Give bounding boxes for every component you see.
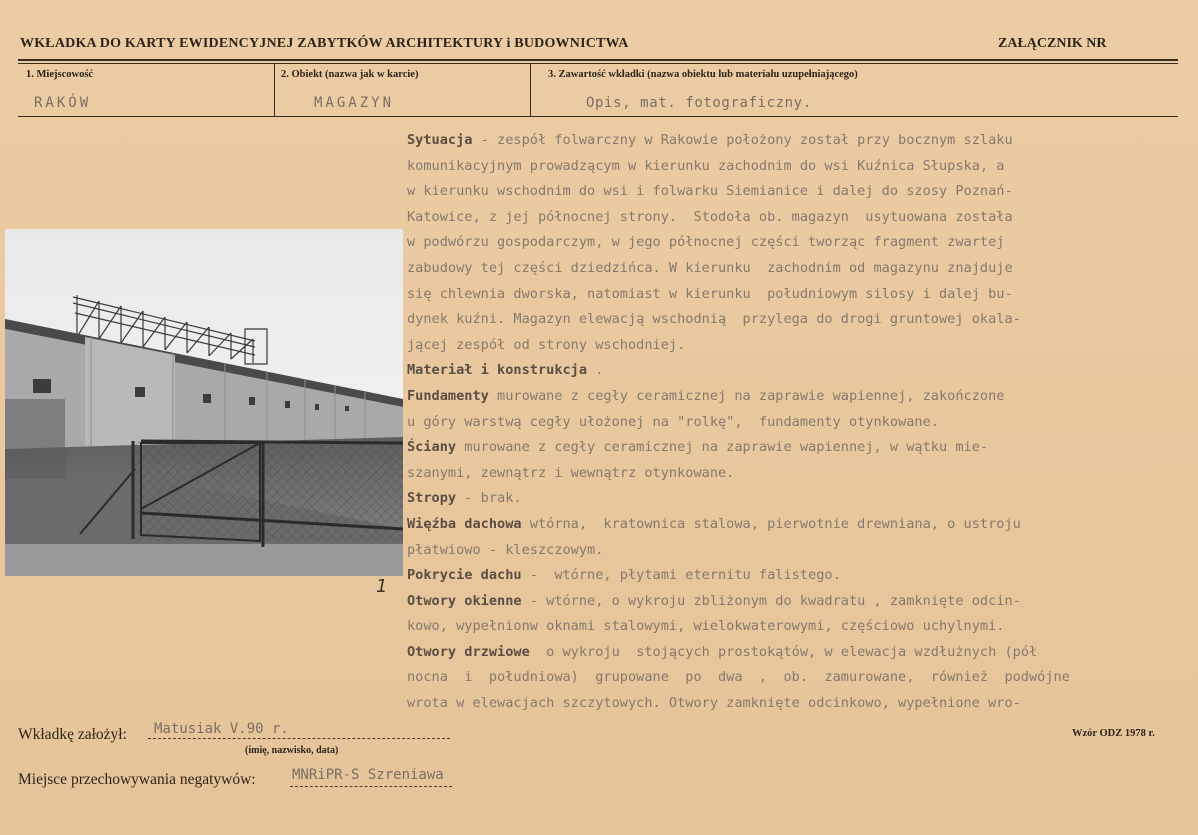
- field-label-object: 2. Obiekt (nazwa jak w karcie): [281, 69, 419, 80]
- description-line-text: .: [587, 362, 604, 379]
- description-line-text: - wtórne, płytami eternitu falistego.: [521, 567, 841, 584]
- field-label-contents: 3. Zawartość wkładki (nazwa obiektu lub materiału uzupełniającego): [548, 69, 858, 80]
- field-label-locality: 1. Miejscowość: [26, 69, 94, 80]
- description-line: [407, 154, 1179, 180]
- description-line-text: nocna i południowa) grupowane po dwa , ob. zamurowane, również podwójne: [407, 669, 1070, 686]
- description-line-text: jącej zespół od strony wschodniej.: [407, 336, 686, 353]
- field-value-contents: Opis, mat. fotograficzny.: [586, 95, 812, 111]
- fields-rule: [18, 116, 1178, 117]
- field-value-object: MAGAZYN: [314, 95, 395, 111]
- description-line: [407, 307, 1179, 333]
- author-value: Matusiak V.90 r.: [154, 721, 289, 737]
- warehouse-photograph: [5, 229, 403, 576]
- description-line-text: w kierunku wschodnim do wsi i folwarku Siemianice i dalej do szosy Poznań-: [407, 183, 1013, 200]
- description-line-text: - brak.: [456, 490, 522, 507]
- description-line: [407, 461, 1179, 487]
- section-heading: Pokrycie dachu: [407, 567, 522, 584]
- section-heading: Ściany: [407, 439, 457, 456]
- author-line: [148, 738, 450, 739]
- section-heading: Fundamenty: [407, 387, 489, 404]
- description-line-text: murowane z cegły ceramicznej na zaprawie wapiennej, w wątku mie-: [456, 439, 989, 456]
- form-code: Wzór ODZ 1978 r.: [1072, 728, 1155, 739]
- description-line: [407, 512, 1179, 538]
- description-line: [407, 589, 1179, 615]
- storage-line: [290, 786, 452, 787]
- description-line-text: wrota w elewacjach szczytowych. Otwory zamknięte odcinkowo, wypełnione wro-: [407, 695, 1021, 712]
- description-line: [407, 128, 1179, 154]
- description-line-text: - wtórne, o wykroju zbliżonym do kwadratu , zamknięte odcin-: [521, 592, 1021, 609]
- section-heading: Otwory drzwiowe: [407, 643, 530, 660]
- form-title: WKŁADKA DO KARTY EWIDENCYJNEJ ZABYTKÓW ARCHITEKTURY i BUDOWNICTWA: [20, 36, 629, 51]
- description-line-text: - zespół folwarczny w Rakowie położony został przy bocznym szlaku: [472, 132, 1013, 148]
- section-heading: Stropy: [407, 490, 457, 507]
- field-value-locality: RAKÓW: [34, 95, 92, 111]
- description-line: [407, 282, 1179, 308]
- description-line-text: u góry warstwą cegły ułożonej na "rolkę", fundamenty otynkowane.: [407, 413, 939, 430]
- description-line-text: szanymi, zewnątrz i wewnątrz otynkowane.: [407, 464, 735, 481]
- description-line-text: dynek kuźni. Magazyn elewacją wschodnią przylega do drogi gruntowej okala-: [407, 311, 1021, 328]
- description-line: [407, 410, 1179, 436]
- description-line: [407, 256, 1179, 282]
- section-heading: Otwory okienne: [407, 592, 522, 609]
- description-line-text: w podwórzu gospodarczym, w jego północnej części tworząc fragment zwartej: [407, 234, 1005, 251]
- description-line-text: murowane z cegły ceramicznej na zaprawie wapiennej, zakończone: [488, 387, 1005, 404]
- header-rule-thin: [18, 63, 1178, 64]
- storage-label: Miejsce przechowywania negatywów:: [18, 771, 256, 788]
- description-line: [407, 640, 1179, 666]
- section-heading: Sytuacja: [407, 132, 473, 148]
- field-divider: [274, 64, 275, 116]
- description-line: [407, 179, 1179, 205]
- description-line: [407, 563, 1179, 589]
- field-divider: [530, 64, 531, 116]
- description-line: [407, 205, 1179, 231]
- storage-value: MNRiPR-S Szreniawa: [292, 767, 444, 783]
- author-note: (imię, nazwisko, data): [245, 745, 339, 756]
- description-line-text: komunikacyjnym prowadzącym w kierunku zachodnim do wsi Kuźnica Słupska, a: [407, 157, 1005, 174]
- description-line-text: płatwiowo - kleszczowym.: [407, 541, 604, 558]
- description-line-text: Katowice, z jej północnej strony. Stodoła ob. magazyn usytuowana została: [407, 208, 1013, 225]
- description-text: [407, 128, 1179, 717]
- description-line: [407, 665, 1179, 691]
- section-heading: Więźba dachowa: [407, 515, 522, 532]
- building-photo: [5, 229, 403, 576]
- description-line-text: o wykroju stojących prostokątów, w elewacja wzdłużnych (pół: [529, 643, 1038, 660]
- description-line: [407, 691, 1179, 717]
- description-line: [407, 333, 1179, 359]
- description-line-text: zabudowy tej części dziedzińca. W kierunku zachodnim od magazynu znajduje: [407, 259, 1013, 276]
- section-heading: Materiał i konstrukcja: [407, 362, 588, 379]
- attachment-number-label: ZAŁĄCZNIK NR: [998, 36, 1107, 51]
- description-line: [407, 435, 1179, 461]
- description-line: [407, 486, 1179, 512]
- description-line: [407, 358, 1179, 384]
- description-line-text: kowo, wypełnionw oknami stalowymi, wielokwaterowymi, częściowo uchylnymi.: [407, 618, 1005, 635]
- author-label: Wkładkę założył:: [18, 726, 127, 743]
- description-line: [407, 230, 1179, 256]
- description-line: [407, 538, 1179, 564]
- header-rule: [18, 59, 1178, 61]
- description-line-text: się chlewnia dworska, natomiast w kierunku południowym silosy i dalej bu-: [407, 285, 1013, 302]
- description-line: [407, 614, 1179, 640]
- description-line-text: wtórna, kratownica stalowa, pierwotnie drewniana, o ustroju: [521, 515, 1021, 532]
- photo-number: 1: [376, 576, 388, 597]
- description-line: [407, 384, 1179, 410]
